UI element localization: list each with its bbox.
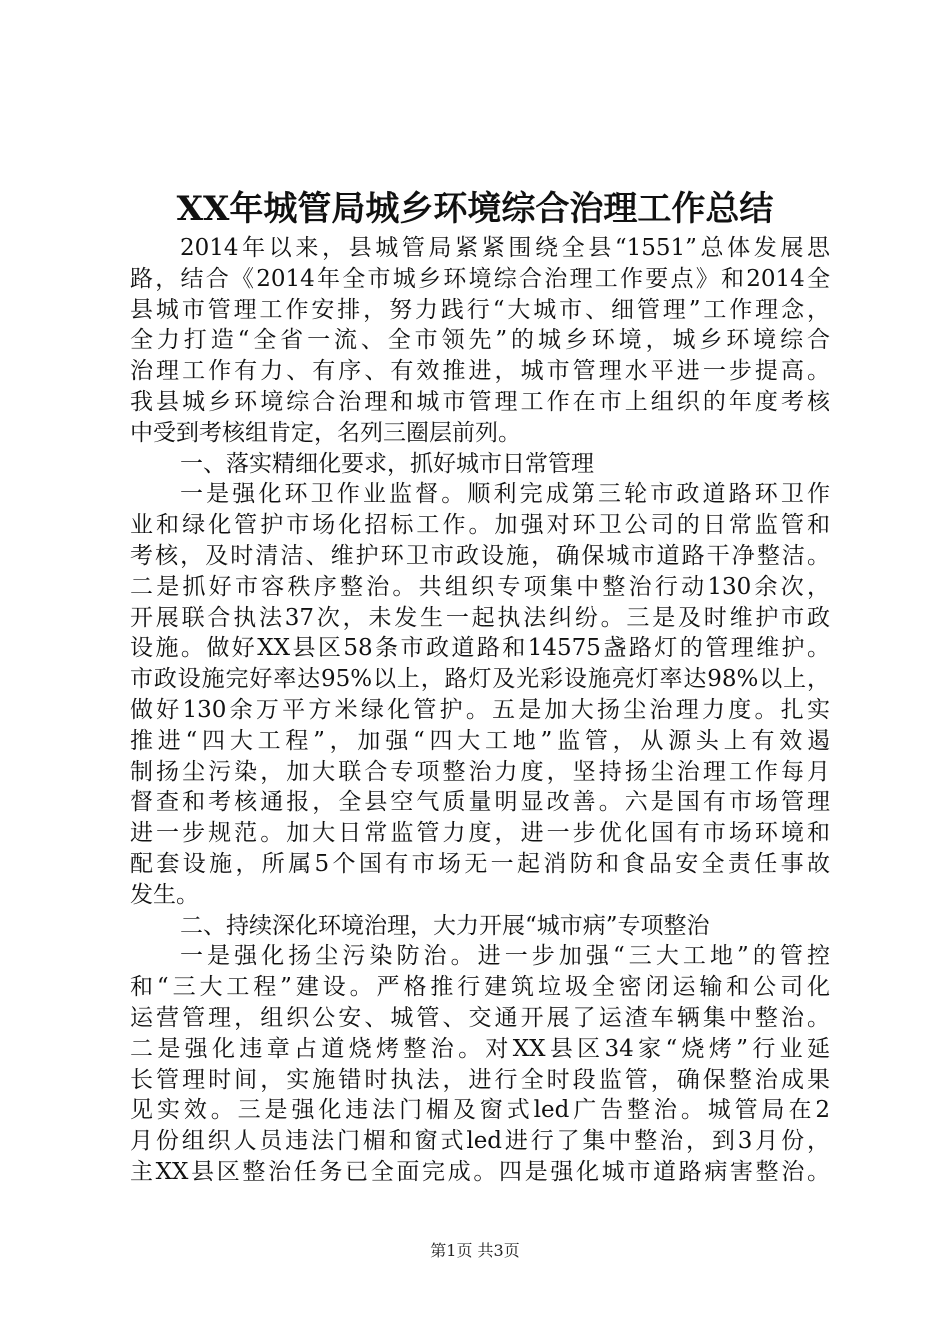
body-line: 一是强化环卫作业监督。顺利完成第三轮市政道路环卫作: [180, 481, 830, 508]
body-line: 推进“四大工程”，加强“四大工地”监管，从源头上有效遏: [130, 727, 830, 754]
body-line: 业和绿化管护市场化招标工作。加强对环卫公司的日常监管和: [130, 512, 830, 539]
body-line: 一是强化扬尘污染防治。进一步加强“三大工地”的管控: [180, 943, 830, 970]
body-line: 县城市管理工作安排，努力践行“大城市、细管理”工作理念，: [130, 296, 830, 323]
body-line: 全力打造“全省一流、全市领先”的城乡环境，城乡环境综合: [130, 327, 830, 354]
document-body: [130, 233, 830, 1188]
page-footer: 第1页 共3页: [430, 1241, 520, 1260]
body-line: 运营管理，组织公安、城管、交通开展了运渣车辆集中整治。: [130, 1004, 830, 1031]
body-line: 主XX县区整治任务已全面完成。四是强化城市道路病害整治。: [130, 1158, 830, 1185]
body-line: 做好130余万平方米绿化管护。五是加大扬尘治理力度。扎实: [130, 696, 830, 723]
section-heading-2: 二、持续深化环境治理，大力开展“城市病”专项整治: [180, 912, 710, 939]
body-line: 月份组织人员违法门楣和窗式led进行了集中整治，到3月份，: [130, 1128, 830, 1155]
section-heading-1: 一、落实精细化要求，抓好城市日常管理: [180, 450, 594, 477]
body-line: 督查和考核通报，全县空气质量明显改善。六是国有市场管理: [130, 789, 830, 816]
body-line: 路，结合《2014年全市城乡环境综合治理工作要点》和2014全: [130, 265, 830, 292]
body-line: 开展联合执法37次，未发生一起执法纠纷。三是及时维护市政: [130, 604, 830, 631]
body-line: 我县城乡环境综合治理和城市管理工作在市上组织的年度考核: [130, 388, 830, 415]
body-line: 2014年以来，县城管局紧紧围绕全县“1551”总体发展思: [180, 235, 830, 261]
body-line: 治理工作有力、有序、有效推进，城市管理水平进一步提高。: [130, 358, 830, 385]
body-line: 配套设施，所属5个国有市场无一起消防和食品安全责任事故: [130, 850, 830, 877]
body-line: 二是强化违章占道烧烤整治。对XX县区34家“烧烤”行业延: [130, 1035, 830, 1062]
body-line: 和“三大工程”建设。严格推行建筑垃圾全密闭运输和公司化: [130, 974, 830, 1001]
body-line: 二是抓好市容秩序整治。共组织专项集中整治行动130余次，: [130, 573, 830, 600]
document-title: XX年城管局城乡环境综合治理工作总结: [176, 189, 774, 229]
body-line: 设施。做好XX县区58条市政道路和14575盏路灯的管理维护。: [130, 635, 830, 662]
body-line: 见实效。三是强化违法门楣及窗式led广告整治。城管局在2: [130, 1097, 830, 1124]
body-line: 进一步规范。加大日常监管力度，进一步优化国有市场环境和: [130, 820, 830, 847]
body-line: 发生。: [130, 881, 199, 908]
body-line: 长管理时间，实施错时执法，进行全时段监管，确保整治成果: [130, 1066, 830, 1093]
body-line: 市政设施完好率达95%以上，路灯及光彩设施亮灯率达98%以上，: [130, 666, 830, 693]
body-line: 中受到考核组肯定，名列三圈层前列。: [130, 419, 521, 446]
body-line: 考核，及时清洁、维护环卫市政设施，确保城市道路干净整洁。: [130, 542, 830, 569]
body-line: 制扬尘污染，加大联合专项整治力度，坚持扬尘治理工作每月: [130, 758, 830, 785]
